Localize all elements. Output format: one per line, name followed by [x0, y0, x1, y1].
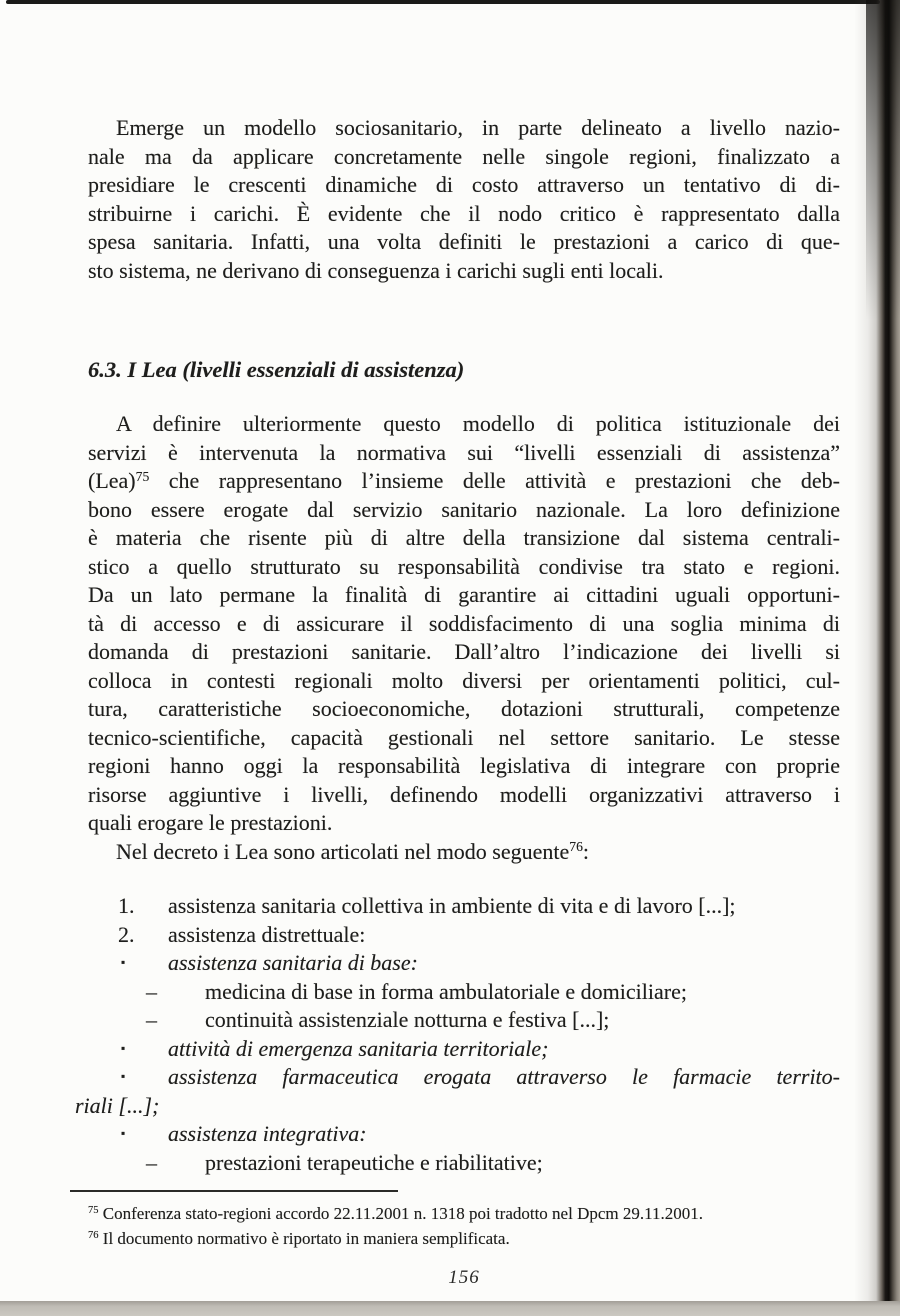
footnote-separator: [70, 1190, 398, 1192]
footnote-ref: 75: [88, 1205, 99, 1217]
text-line: Emerge un modello sociosanitario, in parte delineato a livello nazio-: [116, 115, 840, 140]
text-line: presidiare le crescenti dinamiche di costo attraverso un tentativo di di-: [88, 172, 840, 197]
paragraph-decreto: [88, 838, 840, 867]
text-line: servizi è intervenuta la normativa sui “livelli essenziali di assistenza”: [88, 439, 840, 465]
lea-list: [75, 892, 840, 1177]
list-item-text: assistenza sanitaria di base:: [168, 950, 418, 975]
page-number: 156: [448, 1267, 480, 1288]
text-line: (Lea)$^{75}$ che rappresentano l’insieme delle attività e prestazioni che deb-: [88, 468, 840, 493]
text-line: stribuirne i carichi. È evidente che il nodo critico è rappresentato dalla: [88, 200, 840, 226]
text-line: tura, caratteristiche socioeconomiche, dotazioni strutturali, competenze: [88, 696, 840, 721]
text-line: quali erogare le prestazioni.: [88, 810, 333, 835]
list-item-text: medicina di base in forma ambulatoriale e domiciliare;: [205, 978, 687, 1004]
text-line: tecnico-scientifiche, capacità gestionali nel settore sanitario. Le stesse: [88, 724, 840, 750]
list-number: 1.: [118, 893, 135, 918]
list-item-continuation: riali [...];: [75, 1092, 160, 1118]
text-line: è materia che risente più di altre della transizione dal sistema centrali-: [88, 525, 840, 550]
list-item: [88, 1149, 840, 1178]
text-line: domanda di prestazioni sanitarie. Dall’altro l’indicazione dei livelli si: [88, 639, 840, 664]
list-item-text: assistenza distrettuale:: [168, 921, 366, 947]
list-item-text: attività di emergenza sanitaria territoriale;: [168, 1035, 549, 1061]
list-item-text: continuità assistenziale notturna e festiva [...];: [205, 1007, 610, 1032]
square-bullet-icon: ▪: [121, 1040, 126, 1055]
list-item-text: assistenza sanitaria collettiva in ambiente di vita e di lavoro [...];: [168, 893, 736, 918]
list-item: [88, 1035, 840, 1064]
list-item-text: prestazioni terapeutiche e riabilitative;: [205, 1149, 543, 1175]
paragraph-lea: [88, 410, 840, 838]
square-bullet-icon: ▪: [121, 1069, 126, 1083]
dash-bullet-icon: –: [146, 1007, 157, 1032]
page-content: [75, 114, 840, 1289]
section-heading: 6.3. I Lea (livelli essenziali di assistenza): [88, 357, 465, 382]
list-item-text: assistenza farmaceutica erogata attraverso le farmacie territo-: [168, 1064, 840, 1089]
list-item: [88, 949, 840, 978]
page-spine-shadow-top: [866, 0, 900, 320]
text-line: sto sistema, ne derivano di conseguenza i carichi sugli enti locali.: [88, 257, 664, 283]
dash-bullet-icon: –: [146, 1149, 157, 1175]
square-bullet-icon: ▪: [121, 955, 126, 969]
list-number: 2.: [118, 921, 135, 947]
text-line: spesa sanitaria. Infatti, una volta definiti le prestazioni a carico di que-: [88, 229, 840, 254]
text-line: bono essere erogate dal servizio sanitario nazionale. La loro definizione: [88, 496, 840, 522]
list-item: [88, 1120, 840, 1149]
scan-bottom-edge: [0, 1301, 900, 1316]
text-line: risorse aggiuntive i livelli, definendo modelli organizzativi attraverso i: [88, 781, 840, 807]
footnote-ref: 76: [88, 1230, 99, 1242]
list-item: [88, 892, 840, 921]
text-line: regioni hanno oggi la responsabilità legislativa di integrare con proprie: [88, 753, 840, 778]
dash-bullet-icon: –: [146, 978, 157, 1004]
square-bullet-icon: ▪: [121, 1126, 126, 1140]
footnotes: [88, 1201, 840, 1251]
footnote-ref: 76: [569, 839, 583, 854]
text-line: A definire ulteriormente questo modello di politica istituzionale dei: [116, 411, 840, 436]
text-line: tà di accesso e di assicurare il soddisfacimento di una soglia minima di: [88, 610, 840, 636]
list-item-text: assistenza integrativa:: [168, 1121, 367, 1146]
list-item: [88, 921, 840, 950]
text-line: nale ma da applicare concretamente nelle singole regioni, finalizzato a: [88, 143, 840, 169]
list-item: [88, 1006, 840, 1035]
text-line: $^{76}$ Il documento normativo è riportato in maniera semplificata.: [88, 1229, 510, 1248]
paragraph-intro: [88, 114, 840, 285]
text-line: Da un lato permane la finalità di garantire ai cittadini uguali opportuni-: [88, 582, 840, 607]
scan-top-edge-line: [6, 0, 880, 4]
text-line: stico a quello strutturato su responsabilità condivise tra stato e regioni.: [88, 553, 840, 579]
footnote-ref: 75: [135, 468, 150, 484]
text-line: Nel decreto i Lea sono articolati nel modo seguente$^{76}$:: [116, 838, 590, 864]
list-item: [88, 1063, 840, 1092]
text-line: $^{75}$ Conferenza stato-regioni accordo 22.11.2001 n. 1318 poi tradotto nel Dpcm 29.11.2001.: [88, 1204, 703, 1223]
text-line: colloca in contesti regionali molto diversi per orientamenti politici, cul-: [88, 667, 840, 693]
list-item: [88, 978, 840, 1007]
